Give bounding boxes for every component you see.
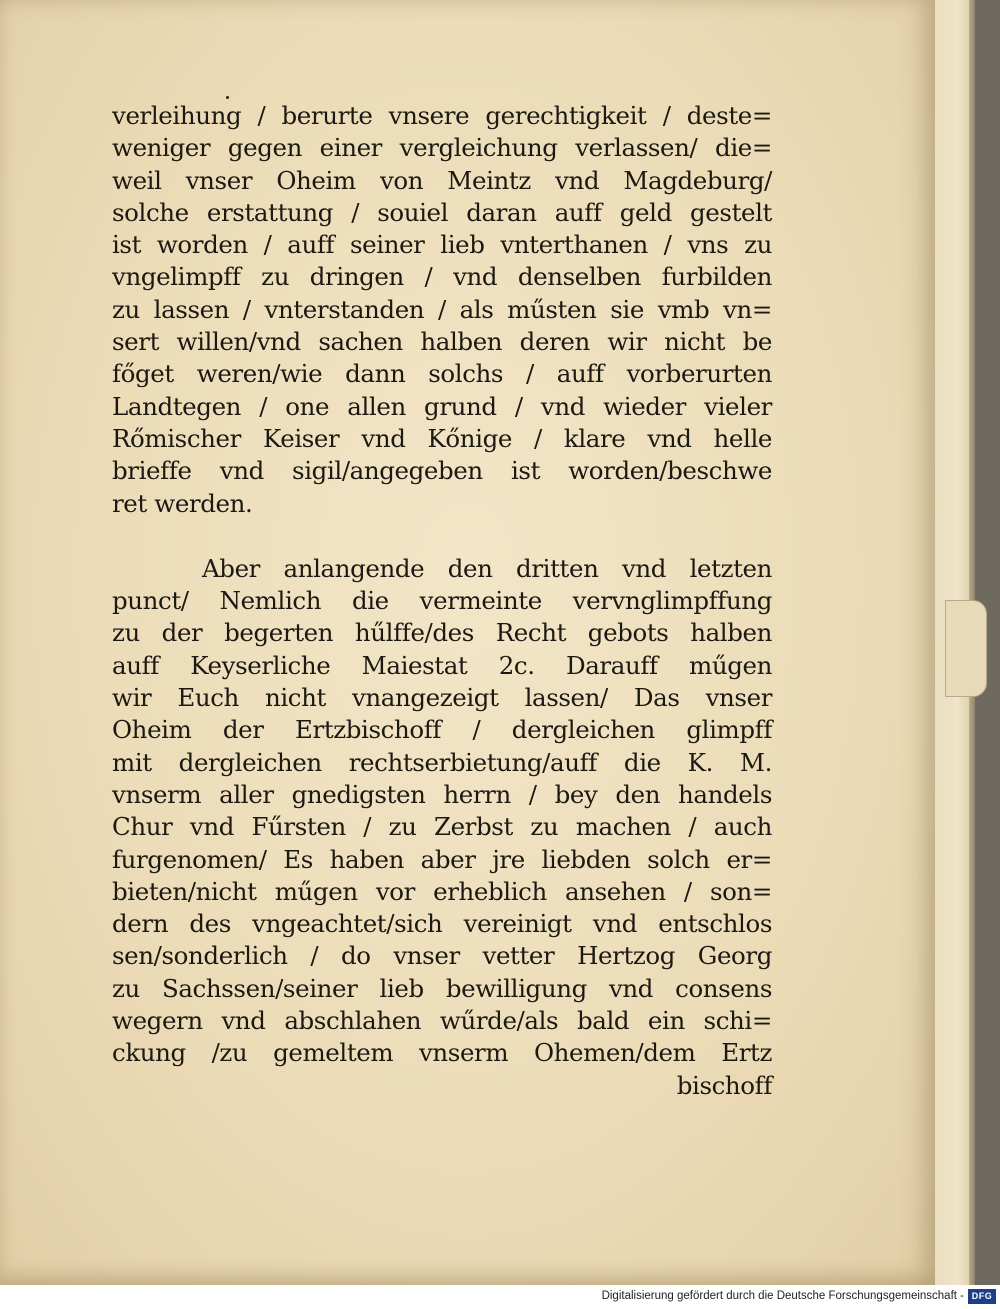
text-line: Aber anlangende den dritten vnd letzten [202,553,772,583]
text-line: brieffe vnd sigil/angegeben ist worden/beschwe [112,456,772,486]
text-line: főget weren/wie dann solchs / auff vorberurten [112,359,772,389]
text-line: sen/sonderlich / do vnser vetter Hertzog Georg [112,941,772,971]
text-line: mit dergleichen rechtserbietung/auff die K. M. [112,747,772,777]
dfg-logo: DFG [968,1289,996,1304]
text-line: ist worden / auff seiner lieb vnterthanen / vns zu [112,230,772,260]
text-line: Oheim der Ertzbischoff / dergleichen glimpff [112,715,772,745]
paragraph-2 [112,553,772,1070]
text-line: bieten/nicht műgen vor erheblich ansehen / son= [112,876,772,906]
text-line: zu Sachssen/seiner lieb bewilligung vnd consens [112,973,772,1003]
catchword: bischoff [676,1070,772,1100]
text-line: auff Keyserliche Maiestat 2c. Darauff műgen [112,650,772,680]
text-line: wir Euch nicht vnangezeigt lassen/ Das vnser [112,683,772,713]
text-line: ckung /zu gemeltem vnserm Ohemen/dem Ertz [112,1038,772,1068]
text-line: solche erstattung / souiel daran auff geld gestelt [112,197,772,227]
text-line: sert willen/vnd sachen halben deren wir nicht be [112,327,772,357]
text-line: Chur vnd Fűrsten / zu Zerbst zu machen / auch [112,812,772,842]
text-line: zu der begerten hűlffe/des Recht gebots halben [112,618,772,648]
text-line: zu lassen / vnterstanden / als műsten sie vmb vn= [112,294,772,324]
text-line: weniger gegen einer vergleichung verlassen/ die= [112,133,772,163]
text-line: weil vnser Oheim von Meintz vnd Magdeburg/ [112,165,772,195]
text-line: verleihung / berurte vnsere gerechtigkeit / deste= [112,101,772,130]
page-tab [945,600,987,697]
paragraph-1 [112,100,772,520]
text-line: Landtegen / one allen grund / vnd wieder vieler [112,391,772,421]
paragraph-gap [112,520,772,553]
footer-credit: Digitalisierung gefördert durch die Deutsche Forschungsgemeinschaft - [601,1290,964,1302]
text-line: punct/ Nemlich die vermeinte vervnglimpffung [112,586,772,616]
text-line: wegern vnd abschlahen wűrde/als bald ein schi= [112,1006,772,1036]
text-line: dern des vngeachtet/sich vereinigt vnd entschlos [112,909,772,939]
text-line: Rőmischer Keiser vnd Kőnige / klare vnd helle [112,423,772,453]
footer-bar [0,1285,1000,1309]
text-line: furgenomen/ Es haben aber jre liebden solch er= [112,844,772,874]
text-line: vnserm aller gnedigsten herrn / bey den handels [112,779,772,809]
ink-speck [226,96,229,99]
text-line: ret werden. [112,488,253,518]
text-block [112,100,772,1102]
text-line: vngelimpff zu dringen / vnd denselben furbilden [112,262,772,292]
